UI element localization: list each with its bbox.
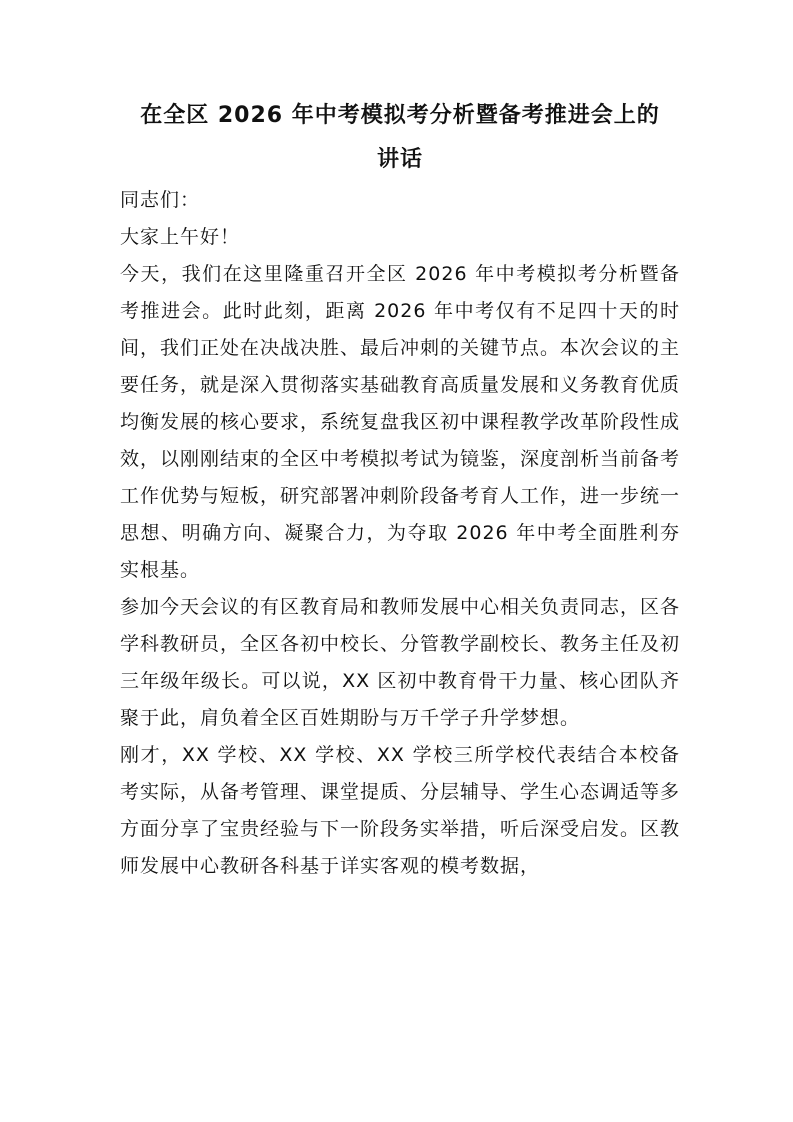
document-title-line-1: 在全区 2026 年中考模拟考分析暨备考推进会上的 (140, 103, 660, 128)
greeting: 大家上午好！ (120, 226, 241, 248)
paragraph-school-sharing: 刚才，XX 学校、XX 学校、XX 学校三所学校代表结合本校备考实际，从备考管理、课堂提质、分层辅导、学生心态调适等多方面分享了宝贵经验与下一阶段务实举措，听后深受启发。区教师发展中心教研各科基于详实客观的模考数据， (120, 744, 681, 877)
paragraph-opening: 今天，我们在这里隆重召开全区 2026 年中考模拟考分析暨备考推进会。此时此刻，距离 2026 年中考仅有不足四十天的时间，我们正处在决战决胜、最后冲刺的关键节点。本次会议的主要任务，就是深入贯彻落实基础教育高质量发展和义务教育优质均衡发展的核心要求，系统复盘我区初中课程教学改革阶段性成效，以刚刚结束的全区中考模拟考试为镜鉴，深度剖析当前备考工作优势与短板，研究部署冲刺阶段备考育人工作，进一步统一思想、明确方向、凝聚合力，为夺取 2026 年中考全面胜利夯实根基。 (120, 263, 681, 581)
salutation: 同志们： (120, 189, 201, 211)
paragraph-attendees: 参加今天会议的有区教育局和教师发展中心相关负责同志，区各学科教研员，全区各初中校长、分管教学副校长、教务主任及初三年级年级长。可以说，XX 区初中教育骨干力量、核心团队齐聚于此，肩负着全区百姓期盼与万千学子升学梦想。 (120, 596, 681, 729)
document-title-line-2: 讲话 (376, 147, 423, 172)
document-body (120, 182, 680, 885)
